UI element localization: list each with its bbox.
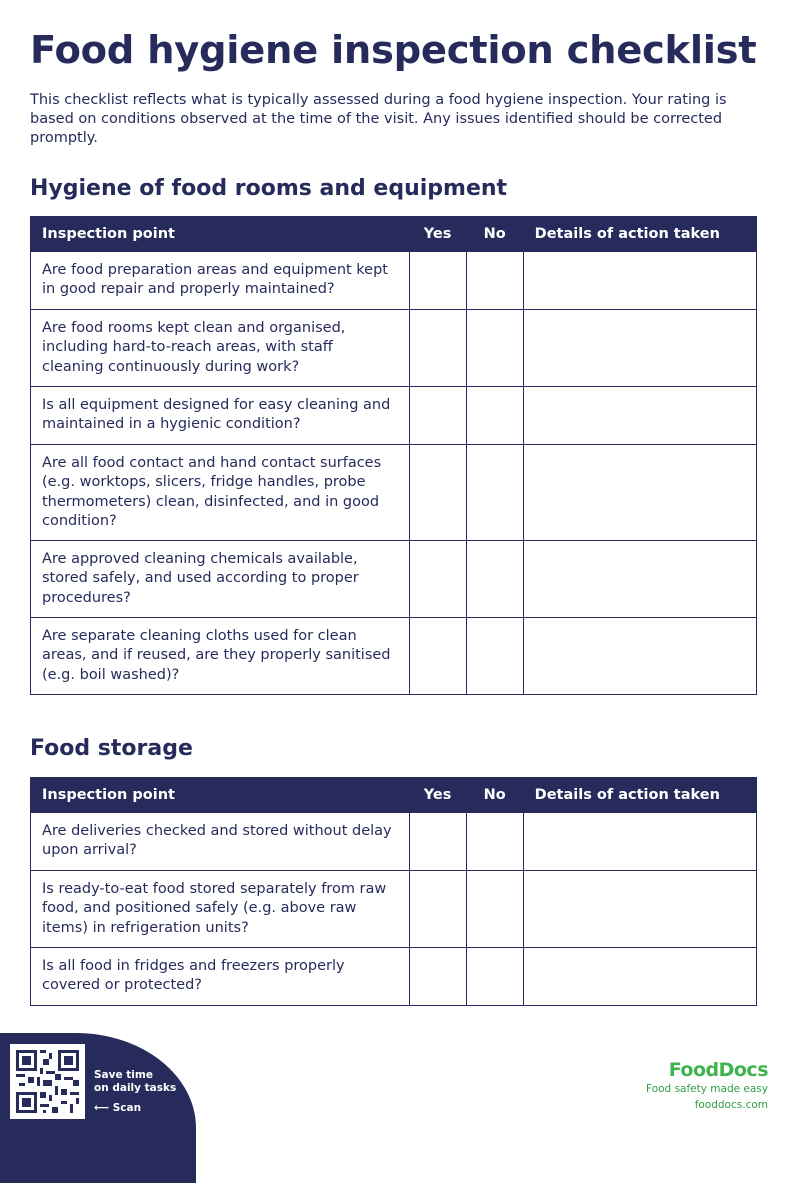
details-cell[interactable]: [523, 445, 756, 541]
yes-cell[interactable]: [409, 310, 466, 387]
yes-cell[interactable]: [409, 813, 466, 871]
inspection-question: Is all equipment designed for easy cleaning and maintained in a hygienic condition?: [31, 387, 410, 445]
inspection-question: Is ready-to-eat food stored separately from raw food, and positioned safely (e.g. above raw items) in refrigeration units?: [31, 871, 410, 948]
details-cell[interactable]: [523, 252, 756, 310]
inspection-question: Are approved cleaning chemicals available, stored safely, and used according to proper procedures?: [31, 541, 410, 618]
table-row: [31, 541, 757, 618]
no-cell[interactable]: [466, 871, 523, 948]
table-header-row: [31, 778, 757, 813]
yes-cell[interactable]: [409, 618, 466, 695]
brand-block: [646, 1059, 768, 1113]
table-row: [31, 618, 757, 695]
column-header-question: Inspection point: [31, 217, 410, 252]
inspection-question: Are food rooms kept clean and organised, including hard-to-reach areas, with staff cleaning continuously during work?: [31, 310, 410, 387]
column-header-yes: Yes: [409, 778, 466, 813]
checklist-table-storage: [30, 777, 757, 1006]
yes-cell[interactable]: [409, 541, 466, 618]
details-cell[interactable]: [523, 871, 756, 948]
table-header-row: [31, 217, 757, 252]
yes-cell[interactable]: [409, 445, 466, 541]
no-cell[interactable]: [466, 445, 523, 541]
no-cell[interactable]: [466, 387, 523, 445]
no-cell[interactable]: [466, 541, 523, 618]
inspection-question: Are food preparation areas and equipment kept in good repair and properly maintained?: [31, 252, 410, 310]
intro-text: This checklist reflects what is typically assessed during a food hygiene inspection. Your rating is based on conditions observed at the time of the visit. Any issues identified should be corrected promptly.: [30, 92, 727, 146]
inspection-question: Is all food in fridges and freezers properly covered or protected?: [31, 948, 410, 1006]
brand-website-link[interactable]: fooddocs.com: [694, 1099, 768, 1111]
column-header-no: No: [466, 778, 523, 813]
yes-cell[interactable]: [409, 948, 466, 1006]
column-header-no: No: [466, 217, 523, 252]
details-cell[interactable]: [523, 948, 756, 1006]
details-cell[interactable]: [523, 541, 756, 618]
brand-logo: FoodDocs: [668, 1059, 768, 1081]
table-row: [31, 310, 757, 387]
details-cell[interactable]: [523, 618, 756, 695]
yes-cell[interactable]: [409, 252, 466, 310]
table-row: [31, 387, 757, 445]
yes-cell[interactable]: [409, 387, 466, 445]
no-cell[interactable]: [466, 948, 523, 1006]
no-cell[interactable]: [466, 813, 523, 871]
column-header-details: Details of action taken: [523, 217, 756, 252]
promo-line-2: on daily tasks: [94, 1082, 177, 1094]
table-row: [31, 252, 757, 310]
details-cell[interactable]: [523, 310, 756, 387]
inspection-question: Are separate cleaning cloths used for clean areas, and if reused, are they properly sanitised (e.g. boil washed)?: [31, 618, 410, 695]
checklist-table-hygiene: [30, 216, 757, 695]
section-heading-storage: Food storage: [30, 736, 193, 761]
table-row: [31, 948, 757, 1006]
brand-tagline: Food safety made easy: [646, 1083, 768, 1095]
no-cell[interactable]: [466, 310, 523, 387]
no-cell[interactable]: [466, 252, 523, 310]
details-cell[interactable]: [523, 813, 756, 871]
table-row: [31, 445, 757, 541]
page-title: Food hygiene inspection checklist: [30, 28, 757, 73]
promo-text: [94, 1069, 176, 1095]
column-header-question: Inspection point: [31, 778, 410, 813]
section-heading-hygiene: Hygiene of food rooms and equipment: [30, 176, 508, 201]
column-header-yes: Yes: [409, 217, 466, 252]
column-header-details: Details of action taken: [523, 778, 756, 813]
inspection-question: Are deliveries checked and stored without delay upon arrival?: [31, 813, 410, 871]
qr-code-graphic: [10, 1044, 85, 1119]
inspection-question: Are all food contact and hand contact surfaces (e.g. worktops, slicers, fridge handles, probe thermometers) clean, disinfected, and in good condition?: [31, 445, 410, 541]
yes-cell[interactable]: [409, 871, 466, 948]
scan-label: ⟵ Scan: [94, 1102, 142, 1114]
qr-code-icon[interactable]: [10, 1044, 85, 1119]
table-row: [31, 813, 757, 871]
table-row: [31, 871, 757, 948]
promo-line-1: Save time: [94, 1069, 153, 1081]
no-cell[interactable]: [466, 618, 523, 695]
details-cell[interactable]: [523, 387, 756, 445]
